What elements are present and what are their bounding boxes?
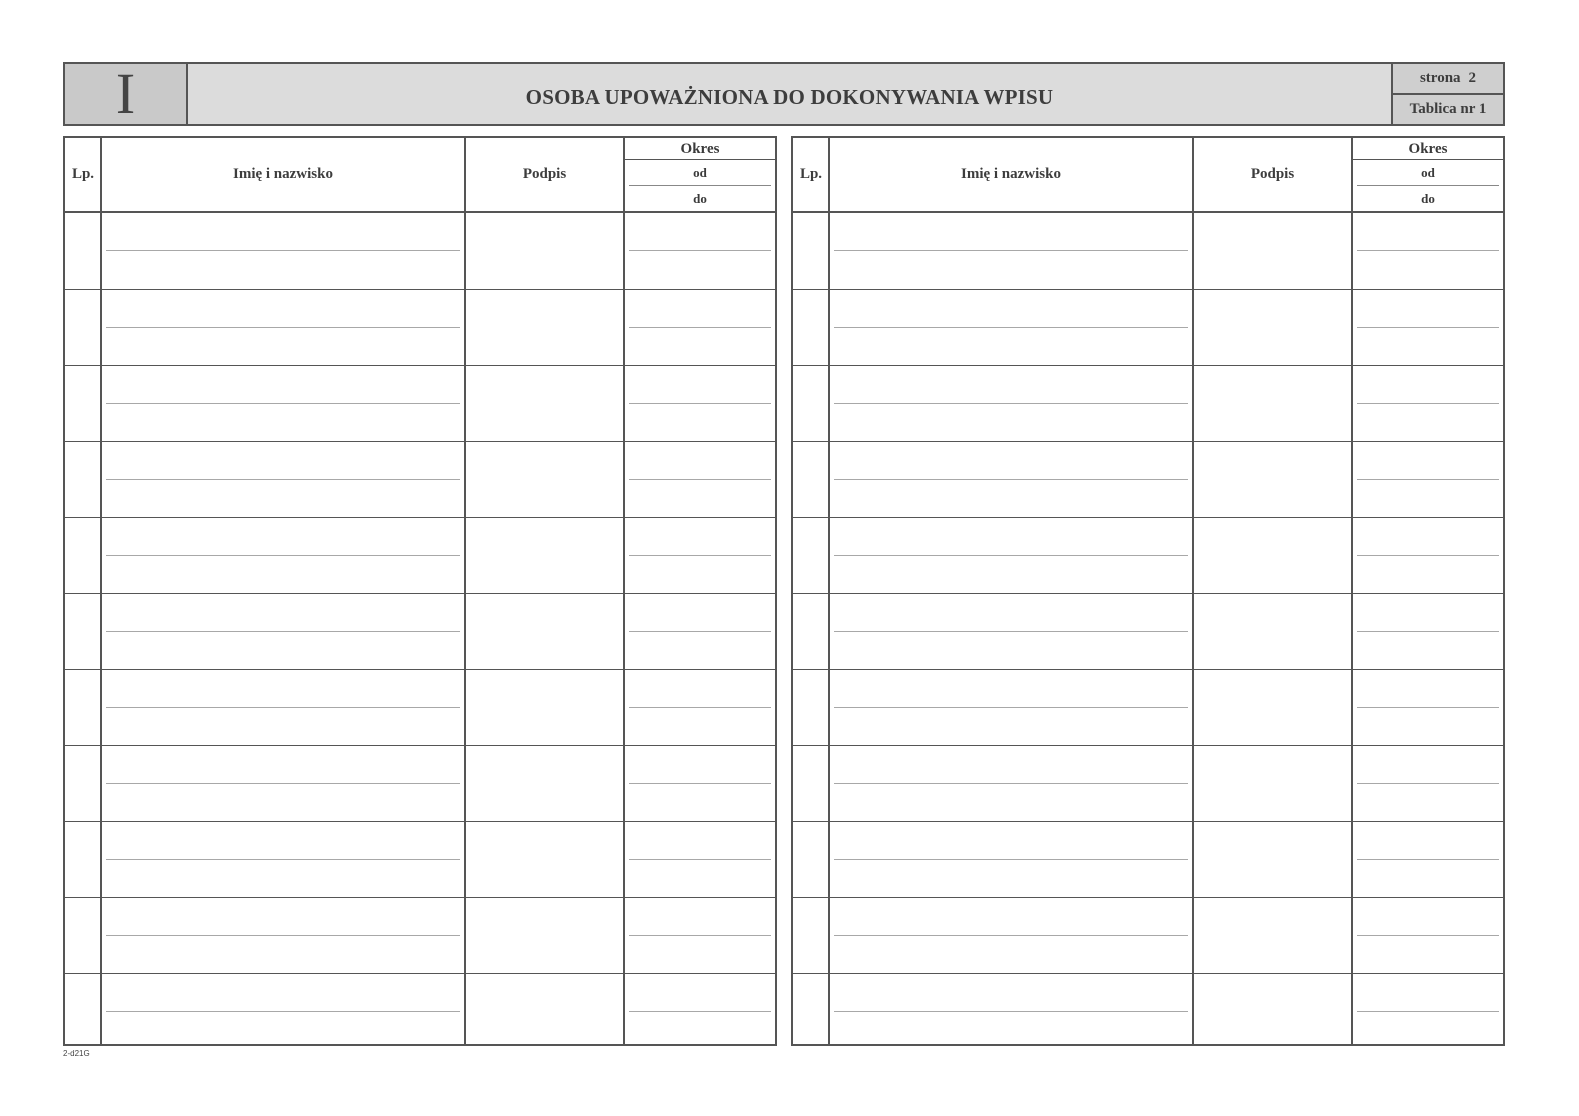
name-writing-line [834, 327, 1188, 328]
period-writing-line [1357, 859, 1499, 860]
period-from-label: od [1421, 164, 1435, 180]
period-writing-line [629, 859, 771, 860]
name-writing-line [106, 327, 460, 328]
name-writing-line [834, 1011, 1188, 1012]
period-writing-line [1357, 403, 1499, 404]
column-header-lp: Lp. [71, 166, 95, 182]
name-writing-line [834, 707, 1188, 708]
name-writing-line [106, 631, 460, 632]
period-writing-line [1357, 631, 1499, 632]
period-writing-line [629, 783, 771, 784]
name-writing-line [106, 479, 460, 480]
entry-table-right [791, 136, 1505, 1046]
name-writing-line [834, 403, 1188, 404]
table-row [65, 821, 775, 897]
name-writing-line [106, 555, 460, 556]
table-row [793, 289, 1503, 365]
name-writing-line [106, 403, 460, 404]
period-writing-line [629, 327, 771, 328]
name-writing-line [834, 783, 1188, 784]
table-row [793, 973, 1503, 1049]
column-header-name: Imię i nazwisko [232, 166, 333, 182]
column-header-signature: Podpis [522, 166, 567, 182]
table-row [65, 973, 775, 1049]
period-writing-line [1357, 1011, 1499, 1012]
table-row [65, 669, 775, 745]
period-writing-line [1357, 783, 1499, 784]
column-header-signature: Podpis [1250, 166, 1295, 182]
period-writing-line [1357, 555, 1499, 556]
name-writing-line [834, 555, 1188, 556]
name-writing-line [106, 935, 460, 936]
form-code: 2-d21G [63, 1049, 90, 1058]
period-writing-line [1357, 327, 1499, 328]
period-writing-line [629, 555, 771, 556]
table-row [65, 593, 775, 669]
name-writing-line [106, 707, 460, 708]
page-number-cell [1393, 64, 1503, 93]
period-writing-line [629, 403, 771, 404]
table-body [65, 213, 775, 1044]
table-row [65, 745, 775, 821]
table-row [793, 441, 1503, 517]
period-writing-line [1357, 707, 1499, 708]
name-writing-line [106, 859, 460, 860]
period-to-label: do [693, 191, 707, 206]
period-writing-line [629, 935, 771, 936]
table-row [65, 517, 775, 593]
period-title: Okres [625, 138, 775, 160]
divider [629, 185, 771, 186]
period-writing-line [629, 479, 771, 480]
period-writing-line [629, 707, 771, 708]
form-header [63, 62, 1505, 126]
table-row [793, 213, 1503, 289]
page-number: 2 [1468, 70, 1477, 86]
column-header-period [1353, 138, 1503, 211]
table-row [793, 593, 1503, 669]
page-label: strona [1419, 70, 1461, 86]
table-row [65, 289, 775, 365]
column-header-period [625, 138, 775, 211]
table-row [793, 669, 1503, 745]
period-writing-line [1357, 250, 1499, 251]
name-writing-line [834, 859, 1188, 860]
column-header-name: Imię i nazwisko [960, 166, 1061, 182]
table-row [793, 745, 1503, 821]
table-row [65, 365, 775, 441]
name-writing-line [106, 783, 460, 784]
period-to-label: do [1421, 191, 1435, 206]
name-writing-line [834, 631, 1188, 632]
period-writing-line [629, 250, 771, 251]
divider [1357, 185, 1499, 186]
table-row [65, 213, 775, 289]
period-writing-line [629, 1011, 771, 1012]
page-info [1391, 64, 1503, 124]
section-numeral: I [65, 64, 188, 124]
table-body [793, 213, 1503, 1044]
table-row [793, 897, 1503, 973]
form-title: OSOBA UPOWAŻNIONA DO DOKONYWANIA WPISU [525, 84, 1054, 109]
column-header-lp: Lp. [799, 166, 823, 182]
period-from-label: od [693, 164, 707, 180]
name-writing-line [834, 479, 1188, 480]
table-header [793, 138, 1503, 213]
table-row [65, 441, 775, 517]
period-title: Okres [1353, 138, 1503, 160]
table-row [793, 517, 1503, 593]
table-number-cell: Tablica nr 1 [1393, 93, 1503, 124]
period-writing-line [1357, 935, 1499, 936]
table-row [793, 821, 1503, 897]
period-writing-line [1357, 479, 1499, 480]
table-row [793, 365, 1503, 441]
name-writing-line [834, 935, 1188, 936]
table-row [65, 897, 775, 973]
entry-table-left [63, 136, 777, 1046]
table-header [65, 138, 775, 213]
name-writing-line [106, 250, 460, 251]
name-writing-line [106, 1011, 460, 1012]
name-writing-line [834, 250, 1188, 251]
period-writing-line [629, 631, 771, 632]
